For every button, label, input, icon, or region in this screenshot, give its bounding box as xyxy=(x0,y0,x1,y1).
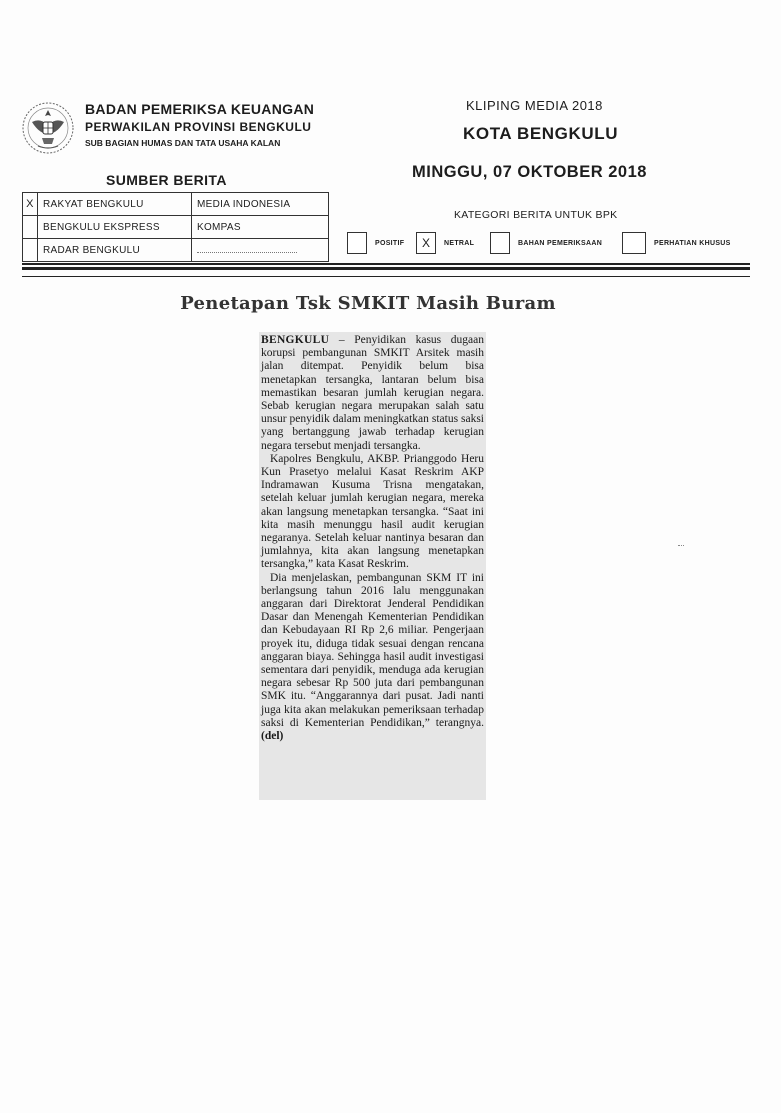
source-row xyxy=(23,239,329,262)
org-division: SUB BAGIAN HUMAS DAN TATA USAHA KALAN xyxy=(85,138,281,148)
article-paragraph: Kapolres Bengkulu, AKBP. Prianggodo Heru Kun Prasetyo melalui Kasat Reskrim AKP Indramawan Kusuma Trisna mengatakan, setelah keluar jumlah kerugian negara, mereka akan langsung menetapkan tersangka. “Saat ini kita masih menunggu hasil audit kerugian negaranya. Setelah keluar nantinya besaran dan jumlahnya, kita akan langsung menetapkan tersangka,” kata Kasat Reskrim. xyxy=(261,452,484,571)
category-positif xyxy=(347,232,404,254)
category-label: PERHATIAN KHUSUS xyxy=(654,239,731,247)
source-mark: X xyxy=(23,193,38,216)
source-name: KOMPAS xyxy=(192,216,329,239)
dotted-line xyxy=(197,244,297,253)
category-bahan-pemeriksaan xyxy=(490,232,602,254)
article-headline: Penetapan Tsk SMKIT Masih Buram xyxy=(180,293,556,314)
header-rule-thick xyxy=(22,267,750,270)
category-checkbox: X xyxy=(416,232,436,254)
category-label: NETRAL xyxy=(444,239,475,247)
category-label: POSITIF xyxy=(375,239,405,247)
article-paragraph xyxy=(261,572,484,744)
source-title: SUMBER BERITA xyxy=(106,172,227,188)
source-name: RADAR BENGKULU xyxy=(38,239,192,262)
article-paragraph xyxy=(261,334,484,453)
article-body xyxy=(259,332,486,800)
org-name: BADAN PEMERIKSA KEUANGAN xyxy=(85,101,315,117)
source-mark xyxy=(23,216,38,239)
publication-date: MINGGU, 07 OKTOBER 2018 xyxy=(412,163,647,181)
header-rule-top xyxy=(22,263,750,265)
city-title: KOTA BENGKULU xyxy=(463,124,619,143)
garuda-emblem-icon xyxy=(20,100,76,156)
article-text: Dia menjelaskan, pembangunan SKM IT ini berlangsung tahun 2016 lalu menggunakan anggaran dari Direktorat Jenderal Pendidikan Dasar dan Menengah Kementerian Pendidikan dan Kebudayaan RI Rp 2,6 miliar. Pengerjaan proyek itu, diduga tidak sesuai dengan rencana anggaran biaya. Sehingga hasil audit investigasi sementara dari penyidik, menduga ada kerugian negara sebesar Rp 500 juta dari pembangunan SMK itu. “Anggarannya dari pusat. Jadi nanti juga kita akan melakukan pemeriksaan terhadap saksi di Kementerian Pendidikan,” terangnya. xyxy=(261,571,484,729)
category-checkbox xyxy=(622,232,646,254)
source-row xyxy=(23,216,329,239)
kliping-title: KLIPING MEDIA 2018 xyxy=(466,98,603,113)
source-mark xyxy=(23,239,38,262)
scan-speck xyxy=(678,545,684,548)
source-name: MEDIA INDONESIA xyxy=(192,193,329,216)
category-netral xyxy=(416,232,474,254)
category-checkbox xyxy=(347,232,367,254)
source-name: BENGKULU EKSPRESS xyxy=(38,216,192,239)
source-table xyxy=(22,192,329,262)
article-signature: (del) xyxy=(261,730,284,743)
category-checkbox xyxy=(490,232,510,254)
article-text: – Penyidikan kasus dugaan korupsi pembangunan SMKIT Arsitek masih jalan ditempat. Penyidik belum bisa menetapkan tersangka, lantaran belum bisa memastikan besaran jumlah kerugian negara. Sebab kerugian negara merupakan salah satu unsur penyidik dalam meningkatkan status saksi yang bertanggung jawab terhadap kerugian negara tersebut menjadi tersangka. xyxy=(261,334,484,452)
category-title: KATEGORI BERITA UNTUK BPK xyxy=(454,209,618,221)
org-branch: PERWAKILAN PROVINSI BENGKULU xyxy=(85,120,312,134)
category-label: BAHAN PEMERIKSAAN xyxy=(518,239,603,247)
source-blank xyxy=(192,239,329,262)
source-row xyxy=(23,193,329,216)
article-dateline: BENGKULU xyxy=(261,334,330,346)
source-name: RAKYAT BENGKULU xyxy=(38,193,192,216)
category-perhatian-khusus xyxy=(622,232,731,254)
header-rule-bottom xyxy=(22,276,750,277)
